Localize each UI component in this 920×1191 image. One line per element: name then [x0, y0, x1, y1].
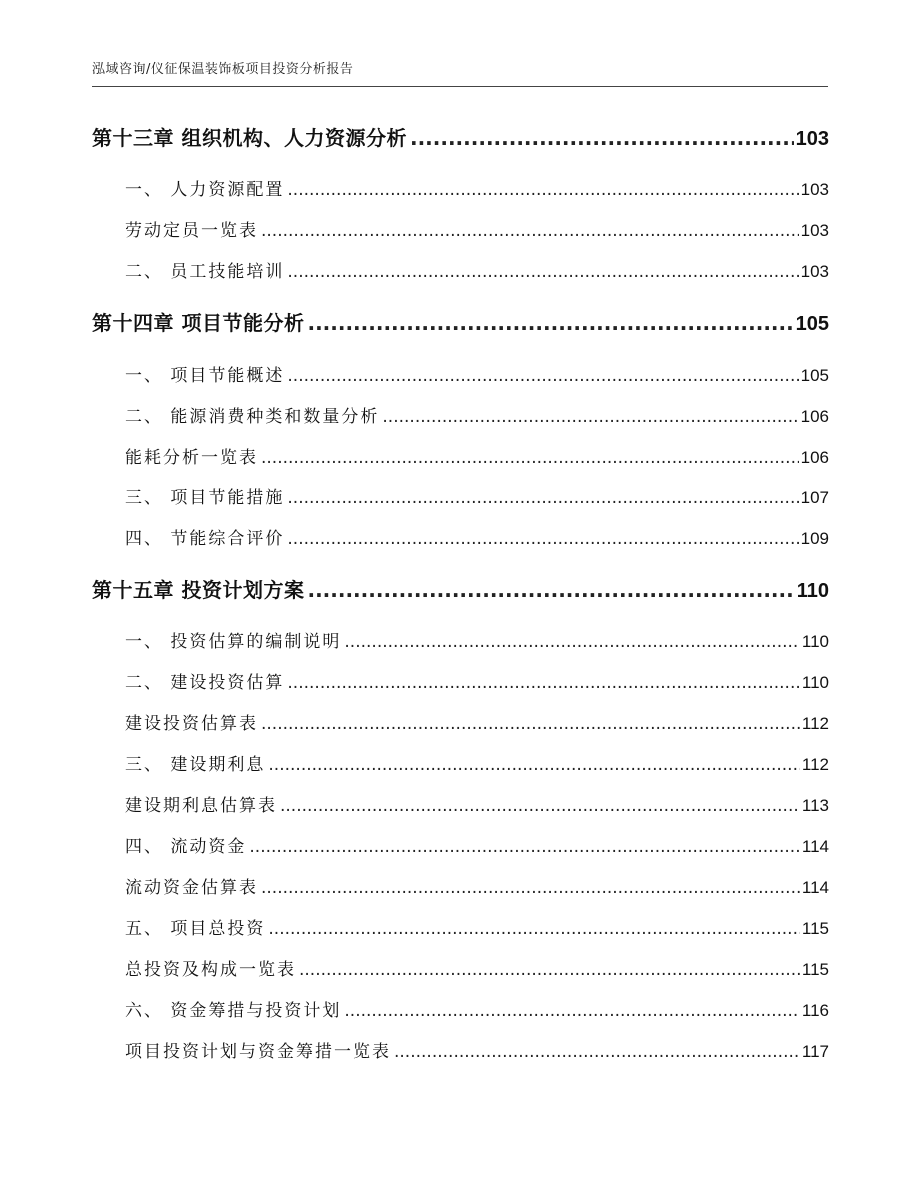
toc-section[interactable] [125, 750, 829, 775]
toc-chapter-14[interactable] [92, 307, 829, 336]
toc-section[interactable] [125, 361, 829, 386]
toc-entry-label: 流动资金估算表 [125, 878, 258, 898]
toc-chapter-15[interactable] [92, 574, 829, 603]
toc-chapter-13[interactable] [92, 122, 829, 151]
toc-entry-label: 一、 人力资源配置 [125, 180, 285, 200]
toc-section[interactable] [125, 257, 829, 282]
toc-entry-label: 第十五章 投资计划方案 [92, 578, 305, 602]
toc-section[interactable] [125, 524, 829, 549]
dot-leader [261, 714, 800, 734]
toc-page-number: 109 [800, 529, 829, 548]
toc-section[interactable] [125, 483, 829, 508]
dot-leader [287, 366, 798, 386]
toc-entry-label: 第十三章 组织机构、人力资源分析 [92, 126, 407, 150]
toc-entry-label: 二、 员工技能培训 [125, 262, 285, 282]
toc-page-number: 103 [800, 221, 829, 240]
toc-page-number: 110 [801, 673, 829, 692]
page-header: 泓域咨询/仪征保温装饰板项目投资分析报告 [92, 62, 354, 77]
dot-leader [268, 755, 799, 775]
toc-section[interactable] [125, 175, 829, 200]
toc-page-number: 106 [800, 407, 829, 426]
dot-leader [344, 1001, 799, 1021]
toc-entry-label: 建设投资估算表 [125, 714, 258, 734]
toc-entry-label: 五、 项目总投资 [125, 919, 266, 939]
toc-page-number: 103 [795, 128, 829, 150]
toc-table[interactable] [125, 955, 829, 980]
toc-page-number: 114 [801, 837, 829, 856]
toc-entry-label: 能耗分析一览表 [125, 448, 258, 468]
dot-leader [382, 407, 798, 427]
toc-section[interactable] [125, 996, 829, 1021]
toc-entry-label: 三、 建设期利息 [125, 755, 266, 775]
dot-leader [307, 311, 793, 335]
dot-leader [344, 632, 799, 652]
toc-entry-label: 一、 项目节能概述 [125, 366, 285, 386]
toc-page-number: 106 [800, 448, 829, 467]
dot-leader [287, 180, 798, 200]
toc-page-number: 116 [801, 1001, 829, 1020]
toc-entry-label: 第十四章 项目节能分析 [92, 311, 305, 335]
toc-entry-label: 项目投资计划与资金筹措一览表 [125, 1042, 391, 1062]
toc-table[interactable] [125, 1037, 829, 1062]
toc-entry-label: 劳动定员一览表 [125, 221, 258, 241]
toc-page-number: 112 [801, 714, 829, 733]
dot-leader [299, 960, 800, 980]
toc-page-number: 103 [800, 262, 829, 281]
toc-page-number: 113 [801, 796, 829, 815]
toc-section[interactable] [125, 627, 829, 652]
toc-entry-label: 六、 资金筹措与投资计划 [125, 1001, 342, 1021]
toc-page-number: 107 [800, 488, 829, 507]
toc-entry-label: 四、 流动资金 [125, 837, 247, 857]
dot-leader [410, 126, 794, 150]
dot-leader [268, 919, 799, 939]
toc-entry-label: 三、 项目节能措施 [125, 488, 285, 508]
dot-leader [261, 878, 800, 898]
toc-page-number: 112 [801, 755, 829, 774]
toc-table[interactable] [125, 873, 829, 898]
toc-page-number: 110 [796, 580, 829, 602]
toc-table[interactable] [125, 709, 829, 734]
toc-page-number: 114 [801, 878, 829, 897]
dot-leader [261, 221, 799, 241]
toc-page-number: 115 [801, 960, 829, 979]
toc-table[interactable] [125, 443, 829, 468]
dot-leader [287, 488, 798, 508]
toc-entry-label: 四、 节能综合评价 [125, 529, 285, 549]
dot-leader [287, 529, 798, 549]
dot-leader [261, 448, 799, 468]
toc-entry-label: 一、 投资估算的编制说明 [125, 632, 342, 652]
dot-leader [280, 796, 800, 816]
toc-table[interactable] [125, 791, 829, 816]
toc-entry-label: 建设期利息估算表 [125, 796, 277, 816]
toc-entry-label: 二、 能源消费种类和数量分析 [125, 407, 380, 427]
toc-page-number: 103 [800, 180, 829, 199]
toc-page-number: 110 [801, 632, 829, 651]
header-rule [92, 86, 828, 87]
toc-entry-label: 总投资及构成一览表 [125, 960, 296, 980]
dot-leader [394, 1042, 800, 1062]
toc-page-number: 117 [801, 1042, 829, 1061]
dot-leader [249, 837, 799, 857]
toc-entry-label: 二、 建设投资估算 [125, 673, 285, 693]
toc-page-number: 105 [800, 366, 829, 385]
toc-section[interactable] [125, 914, 829, 939]
toc-section[interactable] [125, 402, 829, 427]
dot-leader [287, 673, 799, 693]
toc-page-number: 105 [795, 313, 829, 335]
toc-section[interactable] [125, 832, 829, 857]
dot-leader [287, 262, 798, 282]
toc-section[interactable] [125, 668, 829, 693]
dot-leader [307, 578, 794, 602]
toc-table[interactable] [125, 216, 829, 241]
toc-page-number: 115 [801, 919, 829, 938]
